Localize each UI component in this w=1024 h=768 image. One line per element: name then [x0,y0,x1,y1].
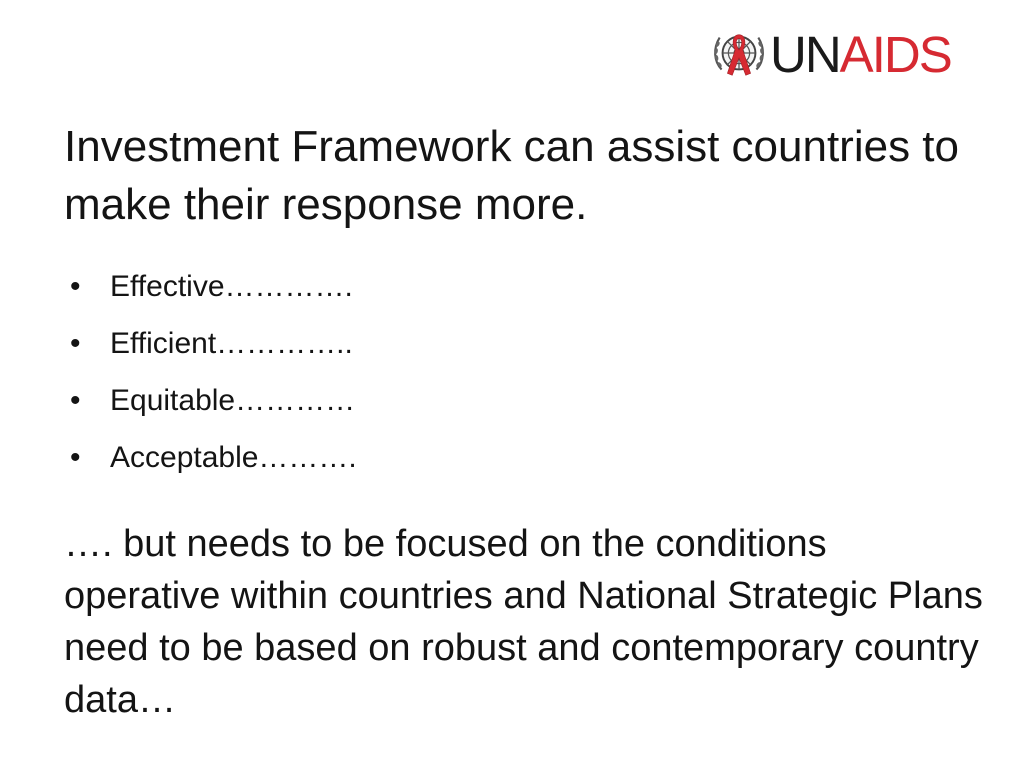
bullet-text: Acceptable………. [110,441,357,474]
bullet-marker: • [70,441,81,474]
logo-text-un: UN [770,25,840,83]
bullet-item-acceptable [70,433,357,490]
bullet-item-efficient [70,319,357,376]
bullet-text: Effective…………. [110,270,353,303]
bullet-marker: • [70,384,81,417]
logo-wordmark [770,25,951,83]
body-paragraph: …. but needs to be focused on the conditions operative within countries and National Strategic Plans need to be based on robust and contemporary country data… [64,523,983,721]
logo-text-aids: AIDS [839,25,951,83]
bullet-text: Equitable………… [110,384,356,417]
bullet-marker: • [70,270,81,303]
bullet-list [70,262,357,490]
un-emblem-with-red-ribbon-icon [710,25,768,83]
bullet-text: Efficient………….. [110,327,353,360]
bullet-item-effective [70,262,357,319]
bullet-item-equitable [70,376,357,433]
unaids-logo [710,26,990,82]
bullet-marker: • [70,327,81,360]
slide-title: Investment Framework can assist countries to make their response more. [64,122,959,229]
